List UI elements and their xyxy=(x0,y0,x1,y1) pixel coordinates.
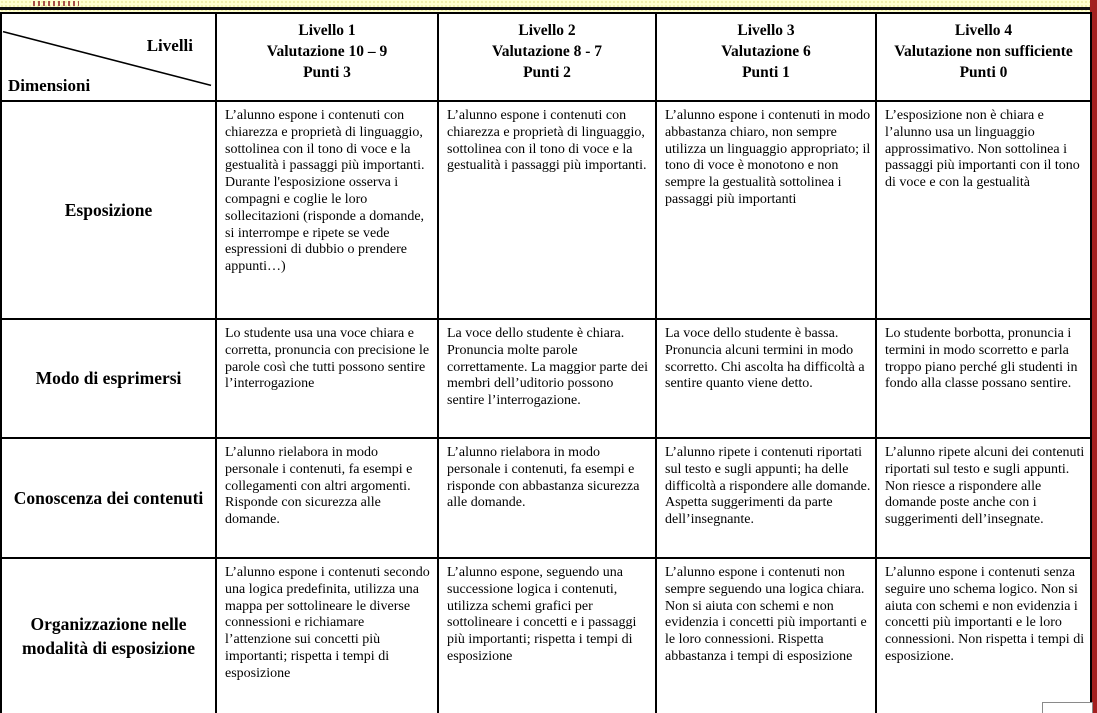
column-header-livello-2 xyxy=(438,13,656,101)
row-label: Conoscenza dei contenuti xyxy=(1,438,216,558)
rubric-cell: L’alunno ripete alcuni dei contenuti riportati sul testo e sugli appunti. Non riesce a rispondere alle domande poste anche con i suggerimenti dell’insegnate. xyxy=(876,438,1091,558)
rubric-cell: L’esposizione non è chiara e l’alunno usa un linguaggio approssimativo. Non sottolinea i passaggi più importanti con il tono di voce e con la gestualità xyxy=(876,101,1091,319)
bottom-right-box[interactable] xyxy=(1042,702,1093,713)
rubric-cell: L’alunno rielabora in modo personale i contenuti, fa esempi e collegamenti con altri argomenti. Risponde con sicurezza alle domande. xyxy=(216,438,438,558)
row-label: Esposizione xyxy=(1,101,216,319)
row-label: Modo di esprimersi xyxy=(1,319,216,438)
corner-label-livelli: Livelli xyxy=(146,36,193,55)
rubric-cell: Lo studente borbotta, pronuncia i termini in modo scorretto e parla troppo piano perché gli studenti in fondo alla classe possano sentire. xyxy=(876,319,1091,438)
header-line: Punti 0 xyxy=(959,64,1008,81)
rubric-cell: La voce dello studente è chiara. Pronuncia molte parole correttamente. La maggior parte dei membri dell’uditorio possono sentire l’interrogazione. xyxy=(438,319,656,438)
table-row-organizzazione xyxy=(1,558,1091,713)
header-line: Livello 3 xyxy=(737,22,795,39)
rubric-cell: L’alunno espone i contenuti senza seguire uno schema logico. Non si aiuta con schemi e non evidenzia i concetti più importanti e le loro connessioni. Non rispetta i tempi di esposizione. xyxy=(876,558,1091,713)
corner-cell xyxy=(1,13,216,101)
header-line: Valutazione 6 xyxy=(721,43,811,60)
evaluation-rubric-table xyxy=(0,12,1092,713)
header-line: Punti 3 xyxy=(303,64,351,81)
top-strip-artifact xyxy=(33,1,79,6)
rubric-cell: L’alunno espone i contenuti con chiarezza e proprietà di linguaggio, sottolinea con il tono di voce e la gestualità i passaggi più importanti. Durante l'esposizione osserva i compagni e coglie le loro sollecitazioni (risponde a domande, si interrompe e ripete se vede espressioni di dubbio o prendere appunti…) xyxy=(216,101,438,319)
header-line: Punti 1 xyxy=(742,64,790,81)
corner-label-dimensioni: Dimensioni xyxy=(8,76,91,95)
column-header-livello-3 xyxy=(656,13,876,101)
top-strip-divider xyxy=(0,7,1097,10)
rubric-cell: L’alunno espone i contenuti in modo abbastanza chiaro, non sempre utilizza un linguaggio appropriato; il tono di voce è monotono e non sempre la gestualità sottolinea i passaggi più importanti xyxy=(656,101,876,319)
header-line: Valutazione 10 – 9 xyxy=(266,43,388,60)
column-header-livello-1 xyxy=(216,13,438,101)
header-line: Livello 1 xyxy=(298,22,356,39)
header-row xyxy=(1,13,1091,101)
row-label: Organizzazione nelle modalità di esposizione xyxy=(1,558,216,713)
column-header-livello-4 xyxy=(876,13,1091,101)
rubric-cell: L’alunno espone i contenuti non sempre seguendo una logica chiara. Non si aiuta con schemi e non evidenzia i concetti più importanti e le loro connessioni. Rispetta abbastanza i tempi di esposizione xyxy=(656,558,876,713)
header-line: Punti 2 xyxy=(523,64,571,81)
rubric-cell: Lo studente usa una voce chiara e corretta, pronuncia con precisione le parole così che tutti possono sentire l’interrogazione xyxy=(216,319,438,438)
rubric-cell: L’alunno espone i contenuti secondo una logica predefinita, utilizza una mappa per sottolineare le diverse connessioni e richiamare l’attenzione sui concetti più importanti; rispetta i tempi di esposizione xyxy=(216,558,438,713)
header-line: Livello 4 xyxy=(954,22,1013,39)
rubric-cell: L’alunno espone, seguendo una successione logica i contenuti, utilizza schemi grafici per sottolineare i concetti e i passaggi più importanti; rispetta i tempi di esposizione xyxy=(438,558,656,713)
rubric-cell: L’alunno espone i contenuti con chiarezza e proprietà di linguaggio, sottolinea con il tono di voce e la gestualità i passaggi più importanti. xyxy=(438,101,656,319)
table-row-esposizione xyxy=(1,101,1091,319)
header-line: Valutazione 8 - 7 xyxy=(491,43,603,60)
rubric-cell: L’alunno rielabora in modo personale i contenuti, fa esempi e risponde con abbastanza sicurezza alle domande. xyxy=(438,438,656,558)
table-row-conoscenza-dei-contenuti xyxy=(1,438,1091,558)
header-line: Valutazione non sufficiente xyxy=(894,43,1073,60)
rubric-cell: La voce dello studente è bassa. Pronuncia alcuni termini in modo scorretto. Chi ascolta ha difficoltà a sentire quanto viene detto. xyxy=(656,319,876,438)
rubric-cell: L’alunno ripete i contenuti riportati sul testo e sugli appunti; ha delle difficoltà a rispondere alle domande. Aspetta suggerimenti da parte dell’insegnante. xyxy=(656,438,876,558)
table-row-modo-di-esprimersi xyxy=(1,319,1091,438)
header-line: Livello 2 xyxy=(518,22,576,39)
